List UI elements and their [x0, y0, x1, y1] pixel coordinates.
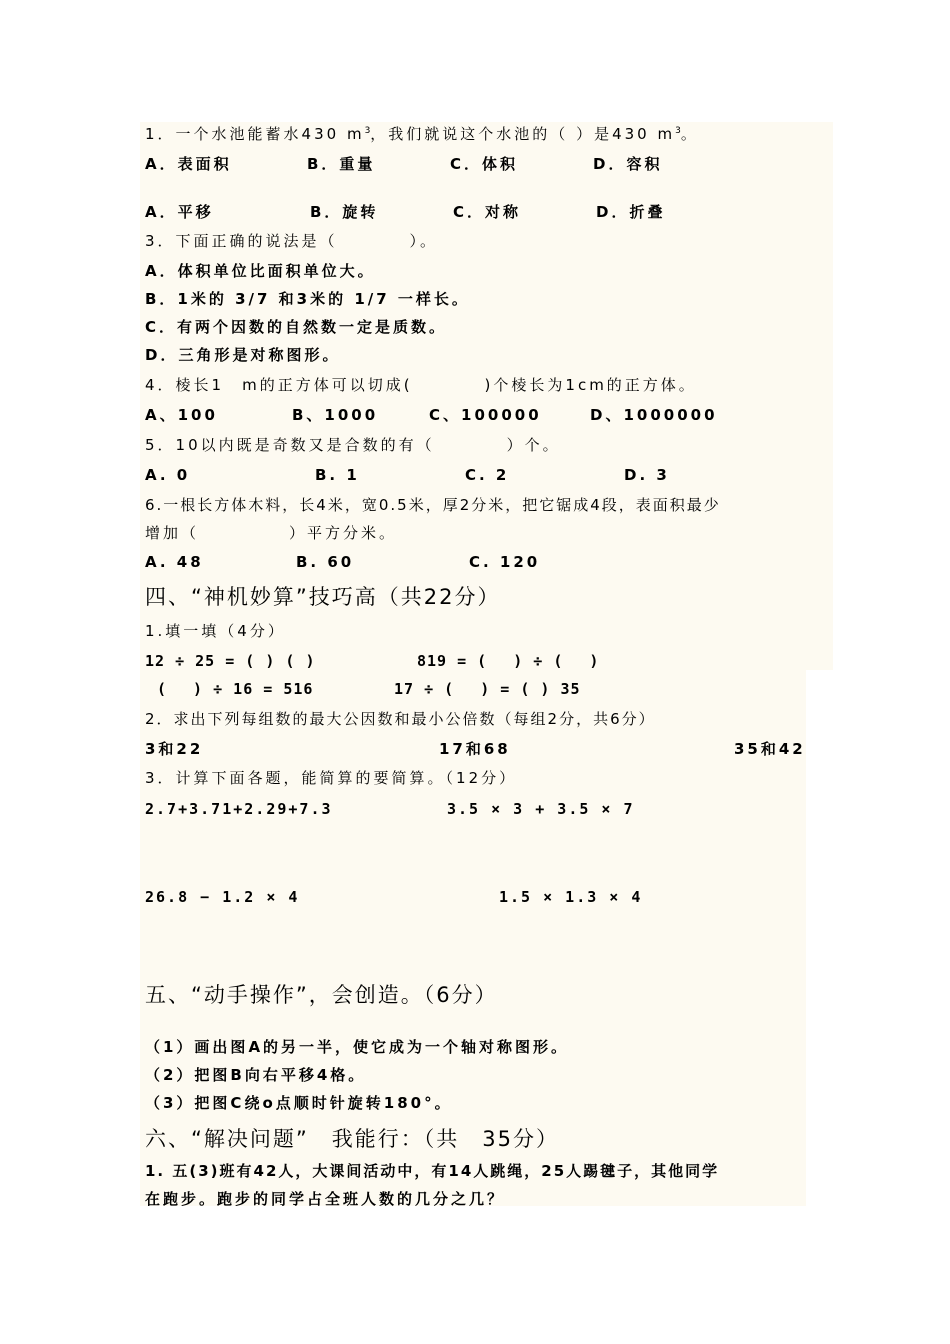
fill-in-title: 1.填一填（4分） [145, 622, 286, 640]
operation-item-2: （2）把图B向右平移4格。 [145, 1066, 367, 1084]
question-3-option-a: A．体积单位比面积单位大。 [145, 262, 376, 280]
question-4-stem: 4．棱长1 m的正方体可以切成( )个棱长为1cm的正方体。 [145, 376, 697, 394]
word-problem-line1: 1. 五(3)班有42人，大课间活动中，有14人跳绳，25人踢毽子，其他同学 [145, 1162, 720, 1180]
section-5-title: 五、“动手操作”，会创造。（6分） [145, 983, 498, 1007]
section-6-title: 六、“解决问题” 我能行：（共 35分） [145, 1127, 559, 1151]
calculation-title: 3．计算下面各题，能简算的要简算。（12分） [145, 769, 518, 787]
option-c: C、100000 [429, 406, 542, 424]
option-c: C．对称 [453, 203, 522, 221]
word-problem-line2: 在跑步。跑步的同学占全班人数的几分之几？ [145, 1190, 506, 1208]
question-3-option-b: B．1米的 3/7 和3米的 1/7 一样长。 [145, 290, 470, 308]
option-a: A. 0 [145, 466, 191, 484]
option-d: D．折叠 [596, 203, 666, 221]
fill-item: ( ) ÷ 16 = 516 [157, 680, 314, 698]
option-a: A. 48 [145, 553, 204, 571]
option-d: D. 3 [624, 466, 670, 484]
fill-item: 17 ÷ ( ) = ( ) 35 [394, 680, 581, 698]
question-6-stem-line1: 6.一根长方体木料，长4米，宽0.5米，厚2分米，把它锯成4段，表面积最少 [145, 496, 721, 514]
question-5-stem: 5．10以内既是奇数又是合数的有（ ）个。 [145, 436, 561, 454]
option-b: B．旋转 [310, 203, 379, 221]
question-1-stem: 1．一个水池能蓄水430 $m^3$，我们就说这个水池的（ ）是430 $m^3$。 [145, 125, 699, 143]
number-pair: 3和22 [145, 740, 204, 758]
gcd-lcm-title: 2．求出下列每组数的最大公因数和最小公倍数（每组2分，共6分） [145, 710, 656, 728]
option-c: C．体积 [450, 155, 519, 173]
question-3-stem: 3．下面正确的说法是（ ）。 [145, 232, 439, 250]
section-4-title: 四、“神机妙算”技巧高（共22分） [145, 585, 501, 609]
fill-item: 12 ÷ 25 = ( ) ( ) [145, 652, 316, 670]
option-b: B. 60 [296, 553, 355, 571]
number-pair: 35和42 [734, 740, 806, 758]
option-c: C. 120 [469, 553, 541, 571]
calculation-item: 26.8 − 1.2 × 4 [145, 888, 300, 906]
question-3-option-d: D．三角形是对称图形。 [145, 346, 341, 364]
option-c: C. 2 [465, 466, 510, 484]
number-pair: 17和68 [439, 740, 511, 758]
option-a: A、100 [145, 406, 218, 424]
operation-item-1: （1）画出图A的另一半，使它成为一个轴对称图形。 [145, 1038, 570, 1056]
option-b: B．重量 [307, 155, 376, 173]
calculation-item: 2.7+3.71+2.29+7.3 [145, 800, 333, 818]
option-d: D、1000000 [590, 406, 718, 424]
option-a: A．表面积 [145, 155, 232, 173]
operation-item-3: （3）把图C绕o点顺时针旋转180°。 [145, 1094, 453, 1112]
calculation-item: 1.5 × 1.3 × 4 [499, 888, 643, 906]
calculation-item: 3.5 × 3 + 3.5 × 7 [447, 800, 635, 818]
fill-item: 819 = ( ) ÷ ( ) [417, 652, 600, 670]
option-b: B. 1 [315, 466, 360, 484]
option-b: B、1000 [292, 406, 379, 424]
question-6-stem-line2: 增加（ ）平方分米。 [145, 524, 398, 542]
option-a: A．平移 [145, 203, 214, 221]
question-3-option-c: C．有两个因数的自然数一定是质数。 [145, 318, 448, 336]
option-d: D．容积 [593, 155, 663, 173]
